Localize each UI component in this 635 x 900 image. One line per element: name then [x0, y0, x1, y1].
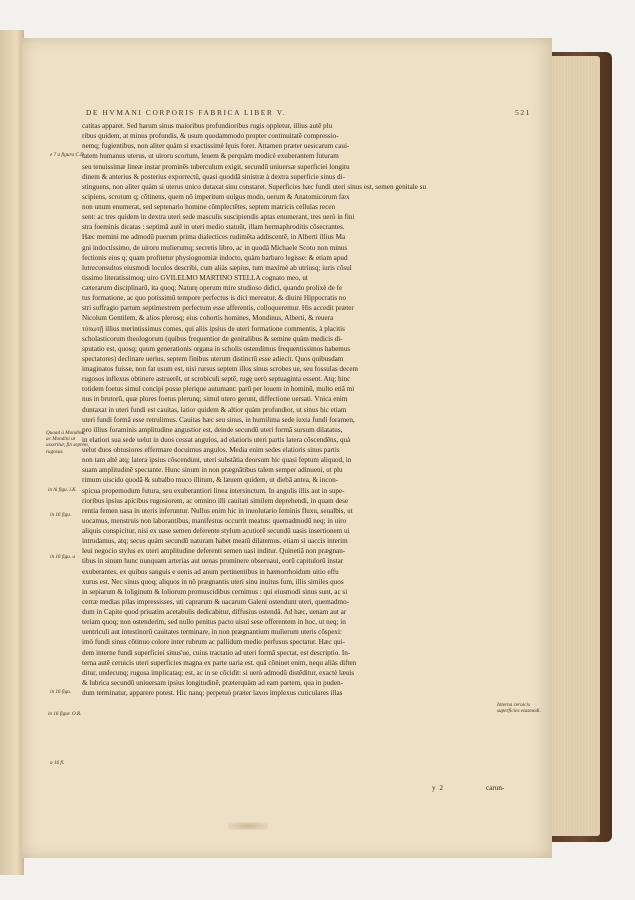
catchword: carun- — [486, 784, 505, 792]
margin-note: Quoad à Mondino, ac Mondini ut asseritur, fin septem, rugosus. — [46, 430, 89, 455]
text-line: scholasticorum theologorum (quibus frequentior de genitalibus & semine quàm medicis di- — [82, 334, 343, 343]
text-line: in sepiarum & loliginum & loliorum promuscidibus cernimus : qui eiusmodi sinus sunt, ac si — [82, 587, 348, 596]
text-line: Hæc memini me admodū puerum prima dialectices rudimēta addiscentē, in Alberti illius Ma — [82, 233, 346, 242]
text-line: pro illius foraminis amplitudine angustior est, deinde secundū uteri formā sursum dilatatus, — [82, 425, 343, 434]
text-line: tatem humanus uterus, ut uiroru scortum, leuem & perquàm modicè exuberantem futuram — [82, 152, 339, 161]
text-line: terna autē ceruicis uteri superficies magna ex parte uaria est. quā cōniuet enim, nequ aliàs diften — [82, 658, 357, 667]
text-line: uocamus, menstruis non laborantibus, manifestus occurrit meatus: quemadmodū neq; in uiro — [82, 516, 347, 525]
text-line: τύπωτῇ illius merintissimus comes, qui aliis ipsius de uteri formatione commentis, à placitis — [82, 324, 345, 333]
text-line: non tam altè atq; latera ipsius cōscendunt, uteri substātia deorsum hic quasi feptum aliquod, in — [82, 456, 352, 465]
text-line: spicua propemodum futura, seu exuberantiori linea intersinctum. In angulis illis aut in supe- — [82, 486, 345, 495]
signature-mark: y 2 — [432, 784, 444, 792]
text-line: cerræ medias pilas impressisses, uti caprarum & uacarum Galeni ostendunt uteri, quemadmo- — [82, 597, 350, 606]
text-line: teriam quoq; non ostenderim, sed nullo penitus pacto uisui sese offerentem in hoc, ut neq; in — [82, 618, 346, 627]
main-text-block — [82, 121, 526, 698]
running-head-title: DE HVMANI CORPORIS FABRICA LIBER V. — [86, 108, 287, 117]
text-line: totidem foetus simul concipi posse plerique autumant: parū per louem in hominū, multo etiā mi — [82, 385, 355, 394]
text-line: tibus in sinum hunc nunquam arterias aut uenas prominere obseruaui, eorū capitulorū instar — [82, 557, 344, 566]
text-line: ditur, undecunq; rugosa implicataq; est, ac in se cōcidit: si uerò admodū distēditur, exactè læuis — [82, 668, 355, 677]
text-line: dinem & anterius & posterius exporrectū, quasi quoddā sinistræ à dextra superficie sinus di- — [82, 172, 345, 181]
text-line: dum terminatur, apparere potest. Hic nanq; perpetuò præter laxos implexus cuticulares illas — [82, 689, 343, 697]
text-line: rimum uiscido quodā & subalbo muco illitum, & læuem quidem, ut diebā antea, & incon- — [82, 476, 339, 485]
margin-note: e 7 a figura C.D. — [50, 152, 86, 158]
text-line: aliquis conspicitur, nisi ex uase semen deferente stylum acutiorē secundū uasis insertionem ui — [82, 527, 350, 535]
page-stain — [228, 822, 268, 830]
text-line: dem interne fundi superficiei sinus'ue, cuius tractatio ad uteri formā spectat, est descriptio. In- — [82, 648, 351, 657]
text-line: exuberantes, ex quibus sanguis e uenis ad anum pertinentibus in hæmorrhoidum uitio effu — [82, 567, 339, 576]
text-line: cæterarum disciplinarū, ita quoq; Naturę operum mire studioso didici, quando prolixè de fe — [82, 284, 343, 292]
text-line: catitas apparet. Sed harum sinus maioribus profundioribus rugis oppletur, illius autē plu — [82, 122, 333, 130]
text-line: scipiens, scrotum q; cōtinens, quem nō imperitum uulgus modo, uerum & Anatomicorum fæx — [82, 192, 350, 201]
right-margin-note: Interna ceruicis superficies eiusmodi. — [497, 702, 541, 715]
text-line: rugosos inflexus obtinere astruerēt, ut scrobiculi septē, rugę uerò septuaginta essent. Atq; hinc — [82, 375, 351, 384]
text-line: seu tenuissimæ lineæ instar prominēs tuberculum exigit, secundū uniuersæ superficiei longitu — [82, 162, 350, 171]
text-line: uentriculi aut intestinorū cauitates terminare, in non prægnantium mulierum uteris cōspexi: — [82, 628, 342, 637]
text-line: fectionis eius q; quam profitetur physiognomiæ indocto, quàm barbaro legisse: & etiam apud — [82, 253, 348, 262]
text-line: tissimo literatissimoq; uiro GVILELMO MARTINO STELLA cognato meo, ut — [82, 273, 308, 282]
text-line: gni indoctissimo, de uiroru mulierumq; secretis libro, ac in quodā Michaele Scoto non minus — [82, 243, 348, 252]
margin-note: in 16 figur. O.R. — [48, 711, 82, 717]
running-head — [86, 108, 531, 117]
margin-note: in 16 figu. a — [50, 554, 76, 560]
text-line: in elatiori sua sede uelut in duos cessat angulos, ad elatioris uteri partis latera cōscendēns, quà — [82, 435, 351, 444]
text-line: intrudamus, atq; secus quàm secundū naturam habet meatū dilatemus. etiam si uaccis interim — [82, 537, 348, 546]
text-line: imò fundi sinus cōtinuo colore inter rubrum ac pallidum medio perfusus spectatur. Hæc qui- — [82, 638, 345, 647]
text-line: rentia femen uasa in uteris inferuntur. Nullus enim hic in inuolutario feminis fluxu, seualbis, ut — [82, 506, 353, 515]
text-line: ribus quidem, at minus profundis, & usum quodammodo propter continuitatē compressio- — [82, 132, 339, 141]
text-line: sent: ac tres quidem in dextra uteri sede masculis suscipiendis aptas enumerant, tres uerò in fini — [82, 213, 355, 222]
text-line: imaginatos fuisse, non fat usum est, nisi rursus septem illos sinus scrobes ue, seu fossulas decem — [82, 365, 359, 373]
text-line: nemq; fugientibus, non aliter quàm si exactissimè lęuis foret. Attamen præter uesicarum caui- — [82, 142, 350, 151]
text-line: stri suffragio partum septimestrem perfectum esse afferentis, colloqueremur. His accedit præter — [82, 304, 354, 313]
text-line: duntaxat in uteri fundi est cauitas, latior quidem & altior quàm profundior, ut sinus hic etiam — [82, 405, 347, 414]
text-line: stinguens, non aliter quàm si uterus unico dutaxat sinu constaret. Superficies hæc fundi uteri sinus est, semen genitale su — [82, 182, 427, 191]
text-line: sputatio est, quosq; quum generationis organa in scholis ostendimus frequentissimos habemus — [82, 344, 351, 353]
margin-note: in 16 figu. — [50, 689, 72, 695]
margin-note: in 16 figu. — [50, 512, 72, 518]
text-line: & lubrica secundū uniuersam ipsius longitudinē, præterquàm ad eam partem, qua in puden- — [82, 678, 343, 687]
page-number: 521 — [515, 108, 531, 117]
text-line: stra foeminis dicatas : septimā autē in uteri medio statuūt, illam hermaphroditis cōsecrantes. — [82, 223, 345, 232]
text-line: tus formatione, ac quo potissimū tempore perfectus is dici mereatur, & diuini Hippocratis no — [82, 294, 347, 303]
page-block-edges — [548, 56, 600, 836]
text-line: spectatores) declinare uerius, septem finibus uterum distinctū esse adiecit. Quos quibusdam — [82, 354, 344, 363]
text-line: leui negocio stylus ex uteri amplitudine deferenti semen uasi inditur. Quinetiā non prægnan- — [82, 547, 346, 556]
text-line: Nicolum Gentilem, & alios plerosq; eius cohortis homines, Mondinus, Alberti, & reuera — [82, 314, 334, 323]
text-line: xurus est. Nec sinus quoq; aliquos in nō prægnantis uteri sinu inuitus fum, illis similes quos — [82, 577, 344, 586]
margin-note: a 16 fi. — [50, 760, 65, 766]
text-line: lutreconsultos eiusmodi loculos describi, cum aliàs sæpius, tum maximè ab utriusq; iuris cōsul — [82, 263, 352, 272]
text-line: rioribus ipsius apicibus rugosiorem, ac omnino illi cauitati similem deprehendi, in quam dese — [82, 496, 349, 505]
margin-note: in hi figu. i.K. — [48, 487, 77, 493]
text-line: uelut duos obtusiores effermare docuimus angulos. Media enim sedes elatioris sinus partis — [82, 446, 340, 454]
text-line: uteri fundi formā esse retrulimus. Cauitas hæc seu sinus, in humilima sede iuxta fundi foramen, — [82, 415, 355, 424]
left-page-edge — [0, 30, 24, 875]
text-line: nus in brutorū, quæ plures foetus plerunq; simul utero gerunt, diffectione uersati. Vnica enim — [82, 395, 348, 404]
text-line: suam amplitudinē spectante. Hunc sinum in non prægnātibus talem semper adinueni, ut plu — [82, 466, 343, 475]
text-line: non unum enumerat, sed septenario homine cōmplectētes, septem matricis cellulas recen — [82, 203, 336, 211]
text-line: dum in Capite quod priuatim acetabulis dedicabitur, diffusius ostendā. Ad hæc, uenam aut ar — [82, 608, 347, 616]
